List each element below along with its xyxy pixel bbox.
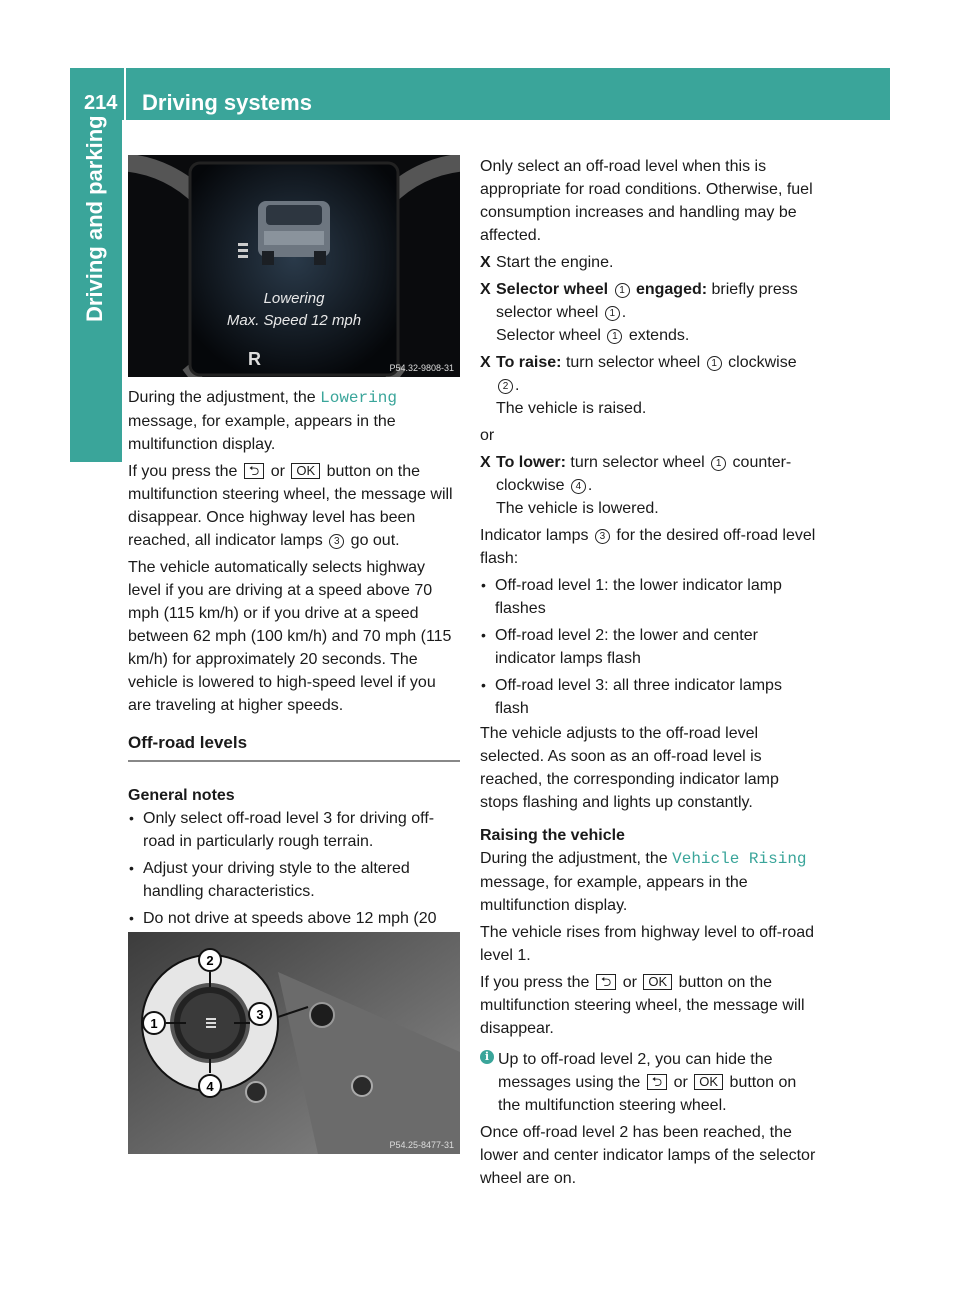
callout-1-icon: 1 bbox=[707, 356, 722, 371]
text: Off-road level 1: the lower indicator lamp flashes bbox=[495, 577, 782, 617]
bullet-icon: • bbox=[129, 910, 134, 926]
section-heading: Off-road levels bbox=[128, 731, 460, 762]
info-icon: i bbox=[480, 1050, 494, 1064]
text: To lower: bbox=[496, 454, 566, 471]
callout-3-icon: 3 bbox=[329, 534, 344, 549]
text: Do not drive at speeds above 12 mph (20 bbox=[143, 910, 437, 927]
text: message, for example, appears in the multifunction display. bbox=[480, 874, 748, 914]
gear-indicator: R bbox=[248, 349, 261, 369]
text: Selector wheel bbox=[496, 281, 613, 298]
text: If you press the bbox=[480, 974, 594, 991]
callout-label: 2 bbox=[206, 953, 214, 968]
text: Indicator lamps bbox=[480, 527, 593, 544]
page-number: 214 bbox=[84, 92, 118, 114]
paragraph bbox=[480, 971, 820, 1040]
text: button on the multifunction steering wheel. bbox=[498, 1074, 797, 1114]
paragraph bbox=[480, 847, 820, 917]
text: If you press the bbox=[128, 463, 242, 480]
text: extends. bbox=[624, 327, 690, 344]
callout-2-icon: 2 bbox=[498, 379, 513, 394]
text: or bbox=[669, 1074, 693, 1091]
callout-1-icon bbox=[143, 1012, 165, 1034]
text: Up to off-road level 2, you can hide the messages using the bbox=[498, 1051, 773, 1091]
selector-wheel-graphic bbox=[128, 932, 460, 1154]
callout-2-icon bbox=[199, 949, 221, 971]
display-message: Vehicle Rising bbox=[672, 850, 807, 868]
text: During the adjustment, the bbox=[128, 389, 321, 406]
right-column bbox=[480, 155, 820, 1190]
callout-4-icon bbox=[199, 1075, 221, 1097]
left-column bbox=[128, 386, 460, 953]
text: Adjust your driving style to the altered handling characteristics. bbox=[143, 860, 410, 900]
paragraph: or bbox=[480, 427, 495, 444]
ok-key-icon: OK bbox=[291, 463, 320, 479]
info-note bbox=[480, 1048, 820, 1117]
text: turn selector wheel bbox=[561, 354, 705, 371]
callout-label: 4 bbox=[206, 1079, 214, 1094]
text: . bbox=[587, 477, 593, 494]
text: . bbox=[621, 304, 627, 321]
list-item bbox=[480, 674, 820, 720]
text: During the adjustment, the bbox=[480, 850, 673, 867]
text: go out. bbox=[346, 532, 400, 549]
subheading: General notes bbox=[128, 787, 235, 804]
paragraph bbox=[128, 460, 460, 552]
text: turn selector wheel bbox=[565, 454, 710, 471]
step bbox=[480, 278, 820, 347]
step-arrow-icon: X bbox=[480, 354, 491, 371]
list-item bbox=[128, 807, 460, 853]
paragraph: Only select an off-road level when this is appropriate for road conditions. Otherwise, fuel consumption increases and handling may be affected. bbox=[480, 158, 813, 244]
text: engaged: bbox=[631, 281, 708, 298]
side-tab bbox=[70, 115, 122, 332]
back-key-icon: ⮌ bbox=[244, 463, 264, 479]
selector-wheel-figure bbox=[128, 932, 460, 1154]
text: counter-clockwise bbox=[496, 454, 792, 494]
instrument-cluster-graphic bbox=[128, 155, 460, 377]
callout-3-icon: 3 bbox=[595, 529, 610, 544]
step-arrow-icon: X bbox=[480, 254, 491, 271]
display-message: Lowering bbox=[320, 389, 397, 407]
display-line-1: Lowering bbox=[263, 290, 325, 307]
bullet-icon: • bbox=[129, 860, 134, 876]
list-item bbox=[128, 857, 460, 903]
figure-code: P54.32-9808-31 bbox=[389, 363, 454, 373]
display-line-2: Max. Speed 12 mph bbox=[226, 312, 362, 329]
list-item bbox=[480, 624, 820, 670]
paragraph bbox=[128, 386, 460, 456]
ok-key-icon: OK bbox=[643, 974, 672, 990]
text: To raise: bbox=[496, 354, 562, 371]
text: briefly press selector wheel bbox=[496, 281, 798, 321]
text: Selector wheel bbox=[496, 327, 606, 344]
text: Off-road level 3: all three indicator lamps flash bbox=[495, 677, 782, 717]
figure-code: P54.25-8477-31 bbox=[389, 1140, 454, 1150]
back-key-icon: ⮌ bbox=[647, 1074, 667, 1090]
chapter-title: Driving systems bbox=[142, 90, 312, 115]
bullet-icon: • bbox=[481, 677, 486, 693]
bullet-icon: • bbox=[481, 627, 486, 643]
callout-label: 3 bbox=[256, 1007, 264, 1022]
text: for the desired off-road level flash: bbox=[480, 527, 816, 567]
text: The vehicle is raised. bbox=[496, 400, 647, 417]
side-tab-label: Driving and parking bbox=[82, 115, 107, 322]
side-marker bbox=[70, 332, 122, 462]
text: Start the engine. bbox=[496, 254, 614, 271]
callout-label: 1 bbox=[150, 1016, 158, 1031]
step bbox=[480, 351, 820, 420]
paragraph: Once off-road level 2 has been reached, the lower and center indicator lamps of the selector wheel are on. bbox=[480, 1124, 816, 1187]
text: message, for example, appears in the multifunction display. bbox=[128, 413, 396, 453]
step-arrow-icon: X bbox=[480, 454, 491, 471]
text: The vehicle is lowered. bbox=[496, 500, 659, 517]
text: button on the multifunction steering wheel, the message will disappear. bbox=[480, 974, 805, 1037]
instrument-cluster-figure bbox=[128, 155, 460, 377]
subheading: Raising the vehicle bbox=[480, 827, 625, 844]
ok-key-icon: OK bbox=[694, 1074, 723, 1090]
callout-1-icon: 1 bbox=[615, 283, 630, 298]
step bbox=[480, 451, 820, 520]
callout-1-icon: 1 bbox=[607, 329, 622, 344]
back-key-icon: ⮌ bbox=[596, 974, 616, 990]
text: or bbox=[618, 974, 642, 991]
text: Off-road level 2: the lower and center indicator lamps flash bbox=[495, 627, 758, 667]
callout-4-icon: 4 bbox=[571, 479, 586, 494]
paragraph: The vehicle automatically selects highway level if you are driving at a speed above 70 mph (115 km/h) or if you drive at a speed between 62 mph (100 km/h) and 70 mph (115 km/h) for approximately 20 seconds. The vehicle is lowered to high-speed level if you are traveling at higher speeds. bbox=[128, 559, 452, 714]
bullet-icon: • bbox=[129, 810, 134, 826]
step bbox=[480, 251, 820, 274]
paragraph: The vehicle adjusts to the off-road level selected. As soon as an off-road level is reached, the corresponding indicator lamp stops flashing and lights up constantly. bbox=[480, 725, 779, 811]
text: clockwise bbox=[723, 354, 797, 371]
step-arrow-icon: X bbox=[480, 281, 491, 298]
page-header bbox=[70, 68, 890, 120]
callout-3-icon bbox=[249, 1003, 271, 1025]
text: Only select off-road level 3 for driving off-road in particularly rough terrain. bbox=[143, 810, 435, 850]
bullet-icon: • bbox=[481, 577, 486, 593]
header-divider bbox=[124, 68, 126, 120]
text: or bbox=[266, 463, 290, 480]
callout-1-icon: 1 bbox=[711, 456, 726, 471]
callout-1-icon: 1 bbox=[605, 306, 620, 321]
list-item bbox=[480, 574, 820, 620]
text: button on the multifunction steering wheel, the message will disappear. Once highway level has been reached, all indicator lamps bbox=[128, 463, 453, 549]
text: . bbox=[515, 377, 520, 394]
paragraph: The vehicle rises from highway level to off-road level 1. bbox=[480, 924, 815, 964]
paragraph bbox=[480, 524, 820, 570]
